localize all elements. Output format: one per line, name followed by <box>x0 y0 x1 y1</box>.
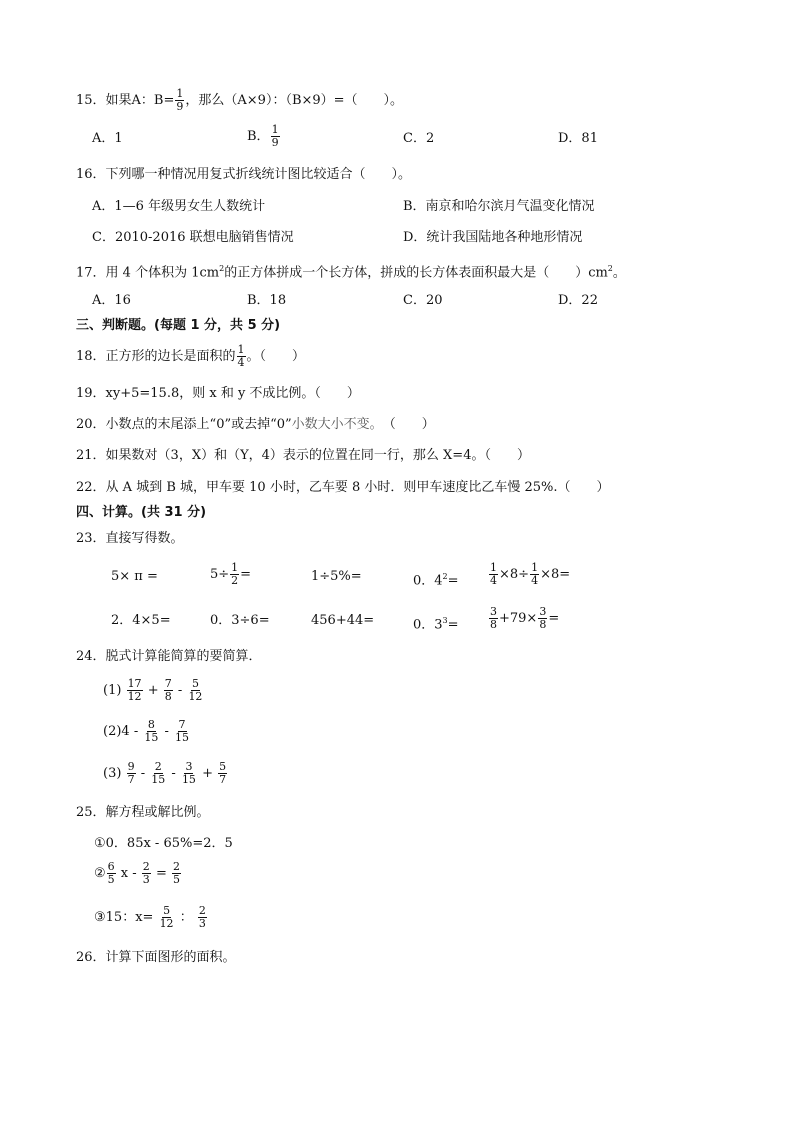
question-20: 20．小数点的末尾添上“0”或去掉“0”小数大小不变。 （ ） <box>76 417 435 432</box>
calc-item: 5÷ $\frac{1}{2}$ = <box>210 561 252 587</box>
option-d: D．统计我国陆地各种地形情况 <box>403 230 583 245</box>
question-22: 22．从 A 城到 B 城，甲车要 10 小时，乙车要 8 小时．则甲车速度比乙车慢 25%.（ ） <box>76 480 610 495</box>
calc-item: 2．4×5= <box>111 613 171 628</box>
expression-3: (3) $\frac{9}{7}$ - $\frac{2}{15}$ - $\frac{3}{15}$ + $\frac{5}{7}$ <box>103 760 227 786</box>
question-26: 26．计算下面图形的面积。 <box>76 950 236 965</box>
calc-item: $\frac{3}{8}$ +79× $\frac{3}{8}$ = <box>490 605 560 631</box>
calc-item: 456+44= <box>311 613 375 628</box>
calc-item: 0．$4^2=$ <box>413 572 459 589</box>
fraction: $\frac{1}{9}$ <box>271 123 279 149</box>
question-24: 24．脱式计算能简算的要简算． <box>76 649 262 664</box>
question-18: 18．正方形的边长是面积的 $\frac{1}{4}$ 。（ ） <box>76 343 306 369</box>
section-heading: 三、判断题。(每题 1 分，共 5 分) <box>76 318 281 333</box>
option-b: B． $\frac{1}{9}$ <box>247 123 279 149</box>
option-a: A．1—6 年级男女生人数统计 <box>92 199 266 214</box>
calc-item: 1÷5%= <box>311 569 362 584</box>
expression-1: (1) $\frac{17}{12}$ + $\frac{7}{8}$ - $\frac{5}{12}$ <box>103 677 203 703</box>
option-c: C．20 <box>403 293 443 308</box>
equation-1: ①0．85x - 65%=2．5 <box>94 836 233 851</box>
option-c: C．2010-2016 联想电脑销售情况 <box>92 230 294 245</box>
option-d: D．81 <box>558 131 598 146</box>
question-19: 19．xy+5=15.8，则 x 和 y 不成比例。（ ） <box>76 386 360 401</box>
calc-item: 5× π = <box>111 569 158 584</box>
option-b: B．18 <box>247 293 287 308</box>
section-heading: 四、计算。(共 31 分) <box>76 505 207 520</box>
question-17: 17．用 4 个体积为 $1cm^2$的正方体拼成一个长方体，拼成的长方体表面积最大是（ ）$cm^2$。 <box>76 264 626 281</box>
question-23: 23．直接写得数。 <box>76 531 184 546</box>
option-b: B．南京和哈尔滨月气温变化情况 <box>403 199 595 214</box>
option-a: A．1 <box>92 131 123 146</box>
option-d: D．22 <box>558 293 598 308</box>
equation-2: ② $\frac{6}{5}$ x - $\frac{2}{3}$ = $\frac{2}{5}$ <box>94 860 180 886</box>
fraction: $\frac{1}{4}$ <box>237 343 245 369</box>
expression-2: (2)4 - $\frac{8}{15}$ - $\frac{7}{15}$ <box>103 718 190 744</box>
question-25: 25．解方程或解比例。 <box>76 805 210 820</box>
question-15: 15．如果A：B= $\frac{1}{9}$ ，那么（A×9）：（B×9）=（ ）。 <box>76 87 404 113</box>
calc-item: $\frac{1}{4}$ ×8÷ $\frac{1}{4}$ ×8= <box>490 561 571 587</box>
option-c: C．2 <box>403 131 435 146</box>
question-16: 16．下列哪一种情况用复式折线统计图比较适合（ ）。 <box>76 167 412 182</box>
equation-3: ③15：x= $\frac{5}{12}$ ： $\frac{2}{3}$ <box>94 904 206 930</box>
calc-item: 0．3÷6= <box>210 613 270 628</box>
calc-item: 0．$3^3=$ <box>413 616 459 633</box>
fraction: $\frac{1}{9}$ <box>176 87 184 113</box>
question-21: 21．如果数对（3，X）和（Y，4）表示的位置在同一行，那么 X=4。（ ） <box>76 448 530 463</box>
option-a: A．16 <box>92 293 131 308</box>
